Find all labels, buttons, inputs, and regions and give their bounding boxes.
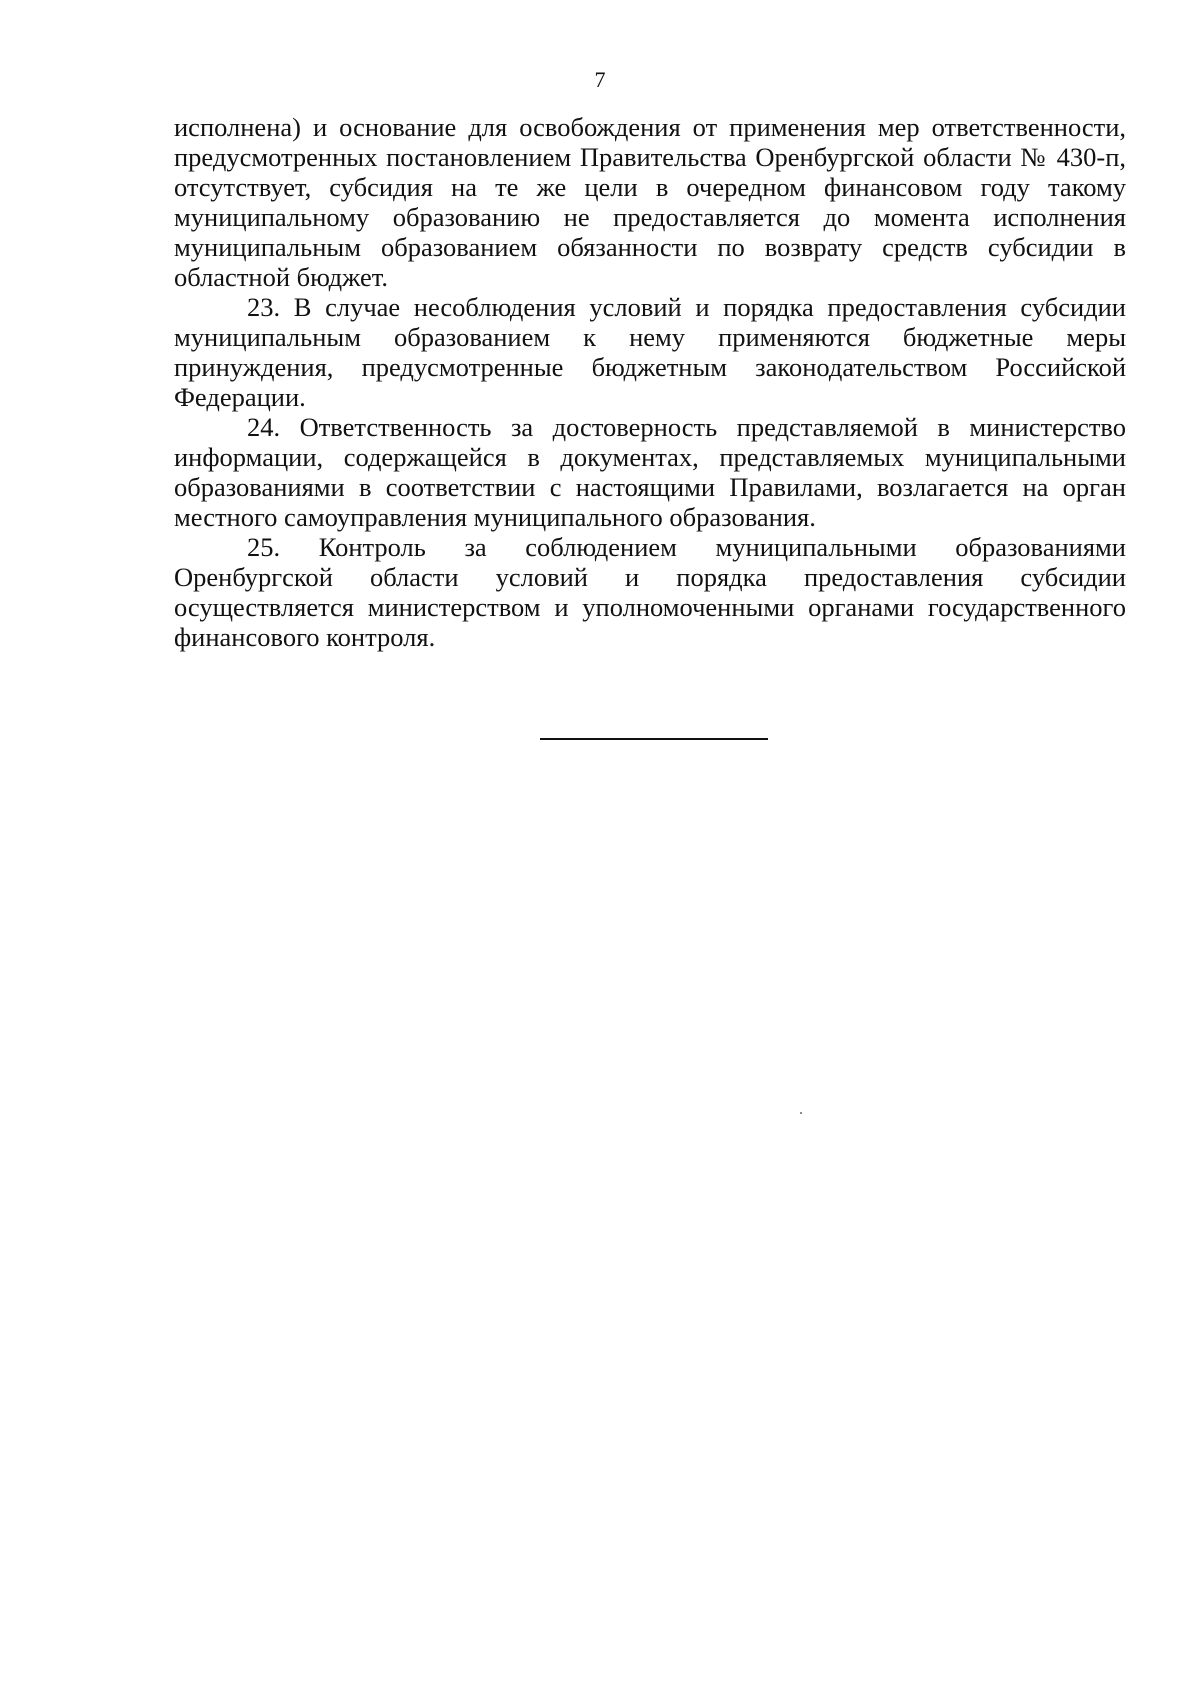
document-body — [174, 112, 1126, 652]
end-separator-line — [540, 738, 768, 740]
page-number: 7 — [594, 67, 606, 92]
paragraph-continuation: исполнена) и основание для освобождения от применения мер ответственности, предусмотренных постановлением Правительства Оренбургской области № 430-п, отсутствует, субсидия на те же цели в очередном финансовом году такому муниципальному образованию не предоставляется до момента исполнения муниципальным образованием обязанности по возврату средств субсидии в областной бюджет. — [174, 112, 1126, 292]
paragraph-25: 25. Контроль за соблюдением муниципальными образованиями Оренбургской области условий и порядка предоставления субсидии осуществляется министерством и уполномоченными органами государственного финансового контроля. — [174, 532, 1126, 652]
paragraph-23: 23. В случае несоблюдения условий и порядка предоставления субсидии муниципальным образованием к нему применяются бюджетные меры принуждения, предусмотренные бюджетным законодательством Российской Федерации. — [174, 292, 1126, 412]
scan-speck — [800, 1112, 802, 1114]
paragraph-24: 24. Ответственность за достоверность представляемой в министерство информации, содержащейся в документах, представляемых муниципальными образованиями в соответствии с настоящими Правилами, возлагается на орган местного самоуправления муниципального образования. — [174, 412, 1126, 532]
